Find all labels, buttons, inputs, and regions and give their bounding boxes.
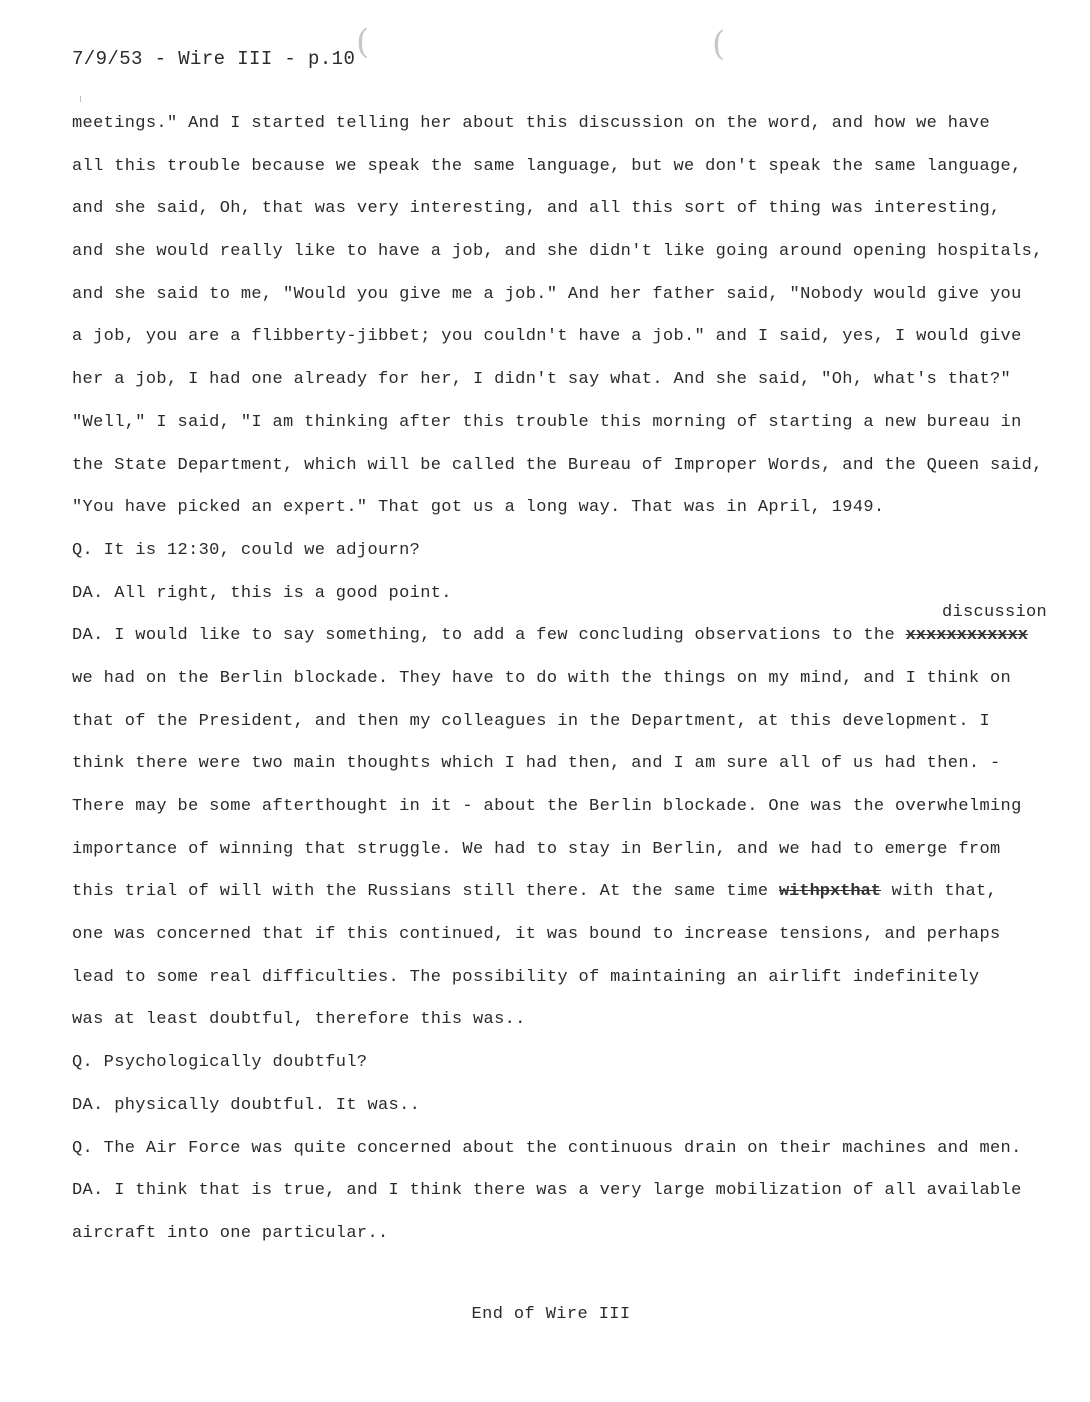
text-line: "You have picked an expert." That got us a long way. That was in April, 1949. <box>72 498 885 518</box>
text-line: a job, you are a flibberty-jibbet; you couldn't have a job." and I said, yes, I would give <box>72 327 1022 347</box>
text-line: one was concerned that if this continued, it was bound to increase tensions, and perhaps <box>72 925 1001 945</box>
text-line: and she would really like to have a job, and she didn't like going around opening hospitals, <box>72 242 1043 262</box>
text-line: was at least doubtful, therefore this was.. <box>72 1010 526 1030</box>
text-line: the State Department, which will be called the Bureau of Improper Words, and the Queen said, <box>72 455 1043 475</box>
text-line: DA. I think that is true, and I think there was a very large mobilization of all available <box>72 1181 1022 1201</box>
text-line: meetings." And I started telling her about this discussion on the word, and how we have <box>72 114 990 133</box>
line-text: with that, <box>891 882 998 902</box>
text-line: all this trouble because we speak the same language, but we don't speak the same language, <box>72 156 1022 176</box>
text-line: aircraft into one particular.. <box>72 1223 389 1243</box>
text-line: and she said to me, "Would you give me a job." And her father said, "Nobody would give you <box>72 284 1022 304</box>
text-line: "Well," I said, "I am thinking after this trouble this morning of starting a new bureau in <box>72 412 1022 432</box>
text-line <box>72 624 1062 667</box>
handwritten-insertion: discussion <box>942 603 1048 622</box>
margin-mark: ( <box>712 24 726 64</box>
margin-mark: ( <box>356 22 370 62</box>
struck-text: xxxxxxxxxxxx <box>905 626 1029 646</box>
page-header: 7/9/53 - Wire III - p.10 <box>72 48 356 70</box>
text-line: DA. All right, this is a good point. <box>72 583 452 603</box>
text-line: we had on the Berlin blockade. They have to do with the things on my mind, and I think on <box>72 668 1012 688</box>
line-text: this trial of will with the Russians still there. At the same time <box>72 882 769 902</box>
text-line: importance of winning that struggle. We had to stay in Berlin, and we had to emerge from <box>72 839 1001 859</box>
text-line: Q. Psychologically doubtful? <box>72 1053 368 1073</box>
text-line: Q. It is 12:30, could we adjourn? <box>72 540 421 560</box>
page-footer: End of Wire III <box>471 1305 631 1324</box>
text-line: think there were two main thoughts which I had then, and I am sure all of us had then. - <box>72 754 1001 774</box>
text-line: There may be some afterthought in it - about the Berlin blockade. One was the overwhelming <box>72 797 1022 816</box>
line-text: DA. I would like to say something, to add a few concluding observations to the <box>72 626 896 646</box>
text-line: and she said, Oh, that was very interesting, and all this sort of thing was interesting, <box>72 199 1001 219</box>
transcript-body <box>72 112 1062 1265</box>
text-line: DA. physically doubtful. It was.. <box>72 1095 421 1115</box>
text-line: her a job, I had one already for her, I didn't say what. And she said, "Oh, what's that?" <box>72 370 1012 390</box>
struck-text: withpxthat <box>778 882 882 902</box>
text-line: Q. The Air Force was quite concerned about the continuous drain on their machines and men. <box>72 1138 1022 1158</box>
margin-tick <box>80 96 81 102</box>
text-line <box>72 880 1062 923</box>
text-line: lead to some real difficulties. The possibility of maintaining an airlift indefinitely <box>72 967 980 987</box>
text-line: that of the President, and then my colleagues in the Department, at this development. I <box>72 711 990 731</box>
